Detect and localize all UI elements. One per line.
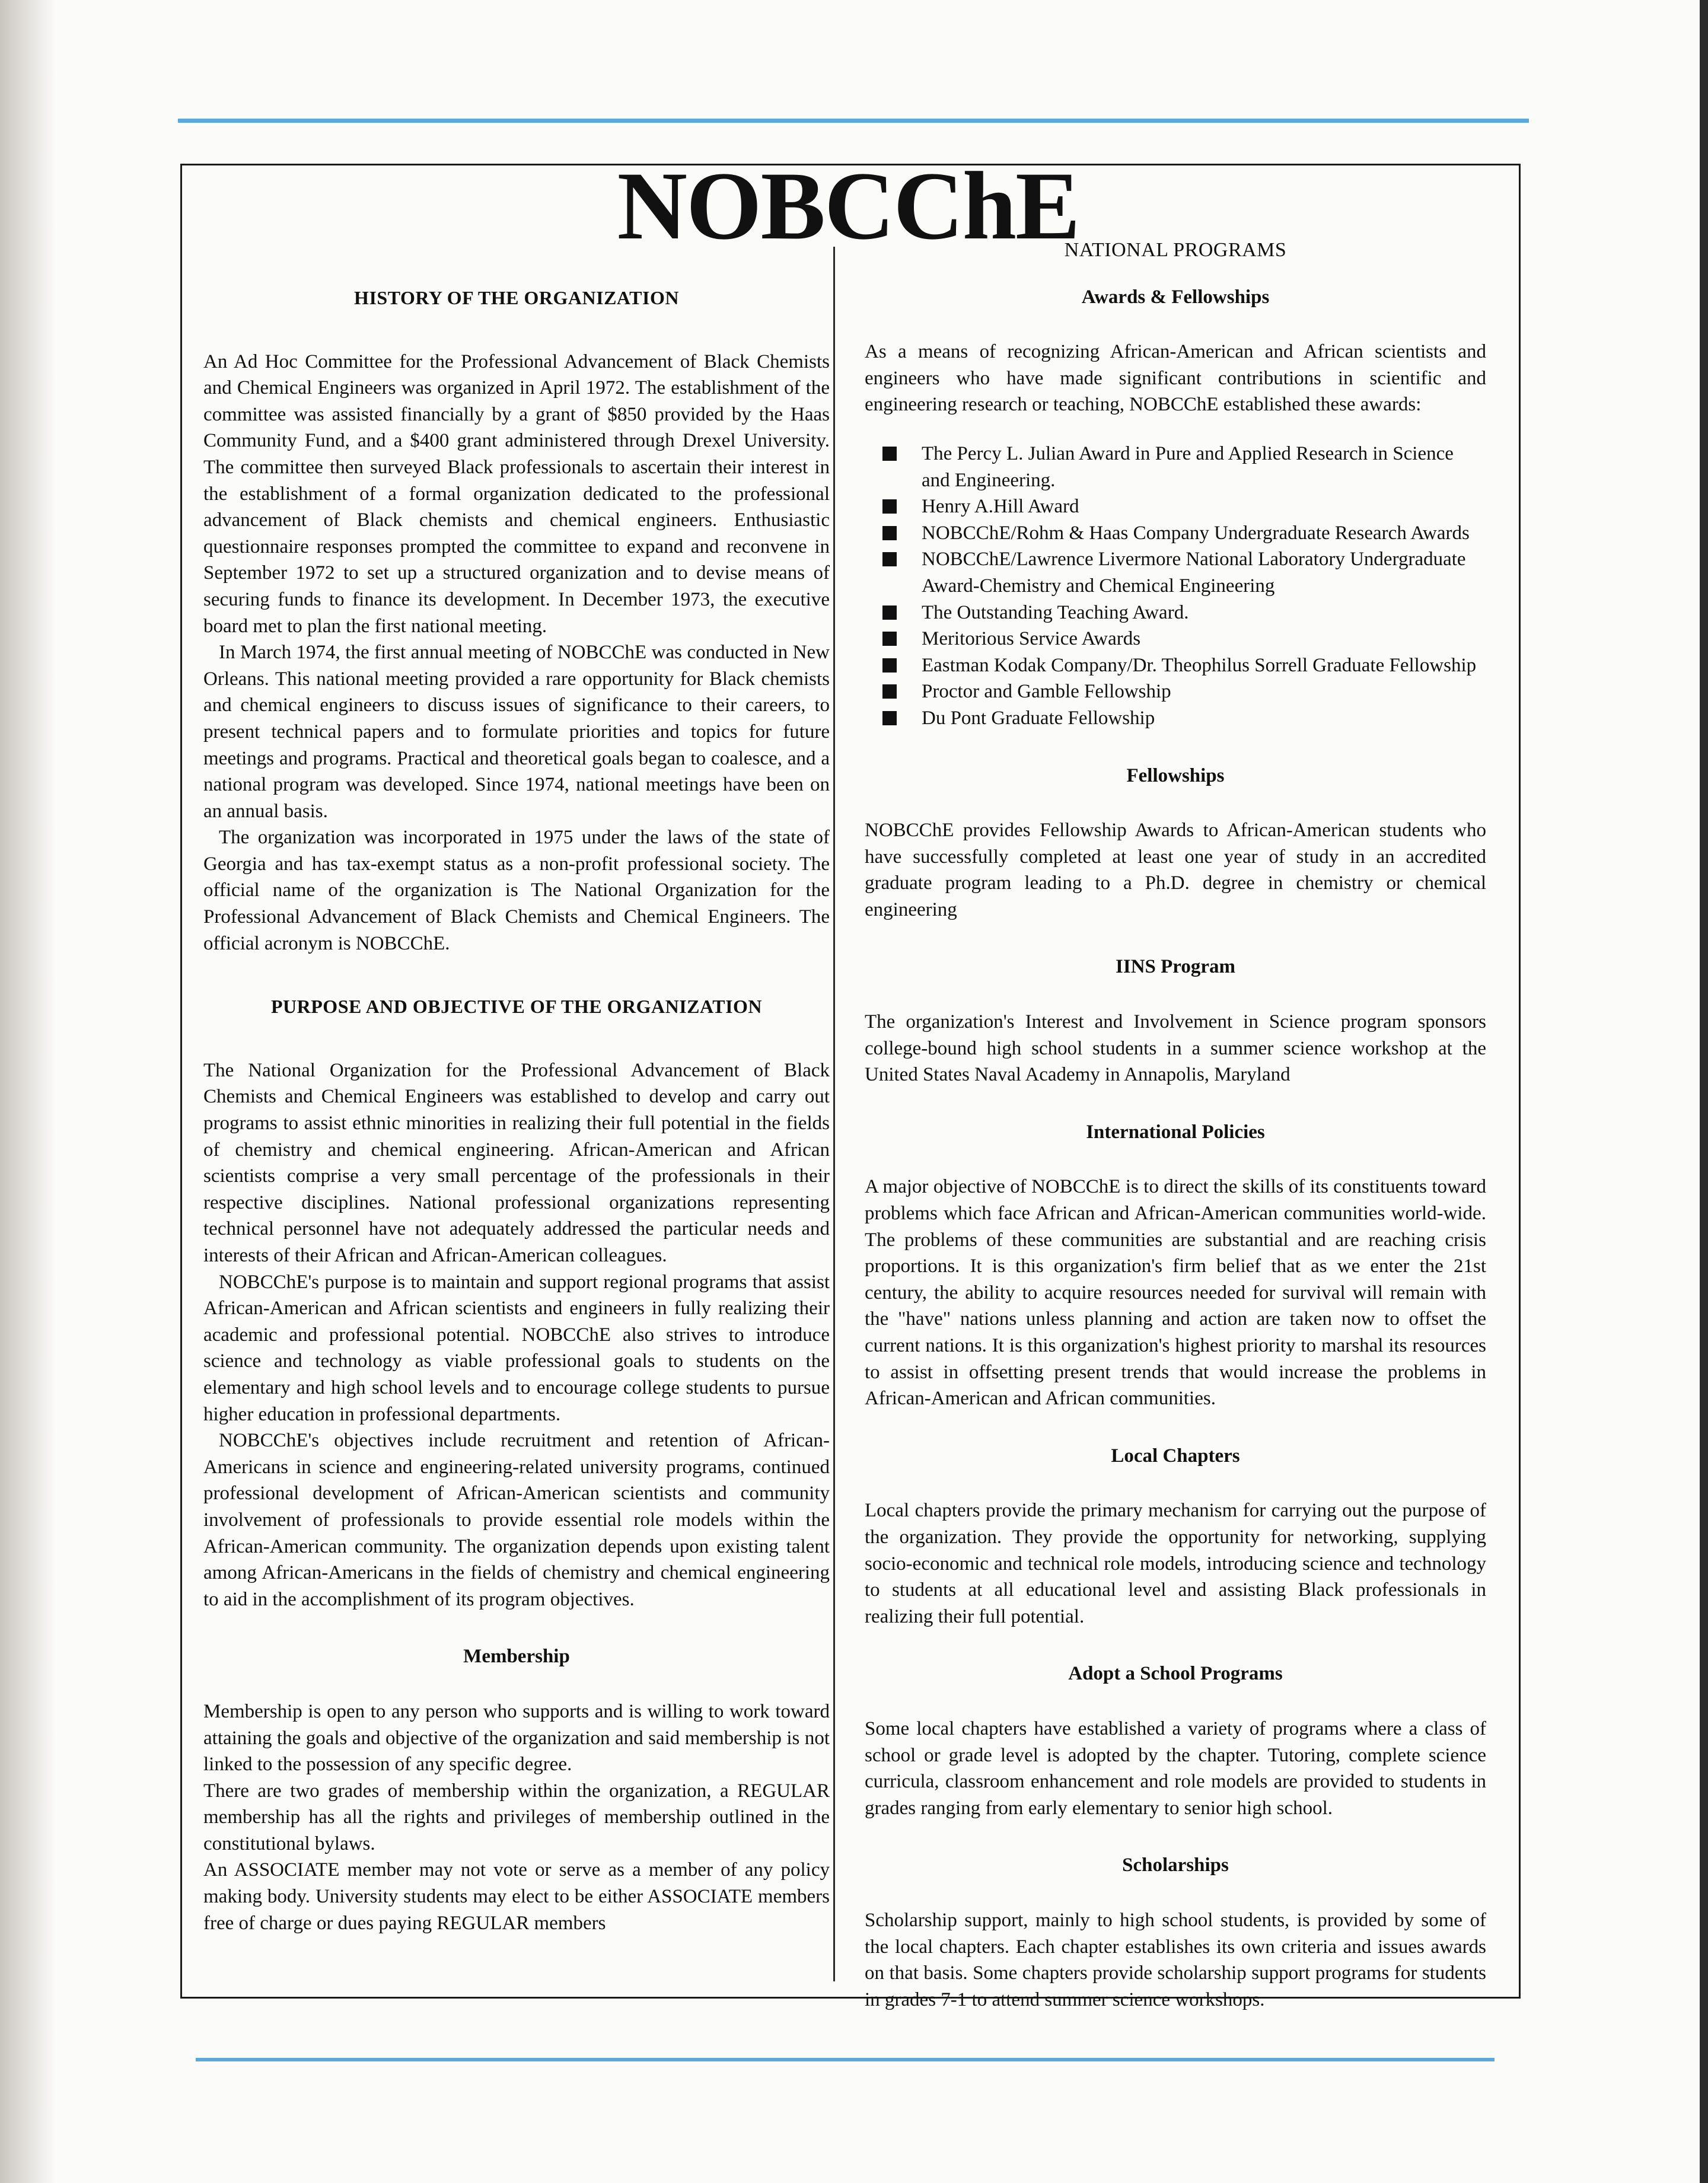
international-policies-text: A major objective of NOBCChE is to direct the skills of its constituents toward problems which face African and African-American communities world-wide. The problems of these communities are substantial and are reaching crisis proportions. It is this organization's firm belief that as we enter the 21st century, the ability to acquire resources needed for survival will remain with the "have" nations unless planning and action are taken now to offset the current nations. It is this organization's highest priority to marshal its resources to assist in offsetting present trends that would increase the problems in African-American and African communities. — [865, 1176, 1486, 1410]
membership-heading: Membership — [463, 1646, 570, 1668]
adopt-a-school-text: Some local chapters have established a variety of programs where a class of school or grade level is adopted by the chapter. Tutoring, complete science curricula, classroom enhancement and role models are provided to students in grades ranging from early elementary to senior high school. — [865, 1717, 1486, 1819]
iins-text: The organization's Interest and Involvement in Science program sponsors college-bound high school students in a summer science workshop at the United States Naval Academy in Annapolis, Maryland — [865, 1011, 1486, 1086]
purpose-heading: PURPOSE AND OBJECTIVE OF THE ORGANIZATION — [270, 996, 763, 1018]
column-divider — [833, 247, 835, 1981]
national-programs-heading: NATIONAL PROGRAMS — [1064, 239, 1287, 261]
square-bullet-icon — [882, 711, 897, 725]
purpose-paragraph-2: NOBCChE's purpose is to maintain and support regional programs that assist African-American and African scientists and engineers in fully realizing their academic and professional potential. NOBCChE also strives to introduce science and technology as viable professional goals to students on the elementary and high school levels and to encourage college students to pursue higher education in professional departments. — [203, 1271, 830, 1425]
award-name: Eastman Kodak Company/Dr. Theophilus Sorrell Graduate Fellowship — [922, 654, 1477, 676]
award-name: The Percy L. Julian Award in Pure and Applied Research in Science and Engineering. — [922, 442, 1454, 491]
list-item — [882, 493, 1486, 520]
list-item — [882, 520, 1486, 547]
award-name: NOBCChE/Rohm & Haas Company Undergraduate Research Awards — [922, 522, 1470, 544]
award-name: Henry A.Hill Award — [922, 496, 1079, 518]
list-item — [882, 705, 1486, 732]
square-bullet-icon — [882, 632, 897, 646]
list-item — [882, 652, 1486, 679]
international-policies-heading: International Policies — [1086, 1121, 1265, 1143]
awards-intro: As a means of recognizing African-American and African scientists and engineers who have made significant contributions in scientific and engineering research or teaching, NOBCChE established these awards: — [865, 341, 1486, 416]
list-item — [882, 546, 1486, 599]
awards-heading: Awards & Fellowships — [1081, 286, 1270, 308]
local-chapters-text: Local chapters provide the primary mechanism for carrying out the purpose of the organization. They provide the opportunity for networking, supplying socio-economic and technical role models, introducing science and technology to students at all educational level and assisting Black professionals in realizing their full potential. — [865, 1500, 1486, 1627]
square-bullet-icon — [882, 658, 897, 673]
adopt-a-school-heading: Adopt a School Programs — [1068, 1663, 1283, 1685]
fellowships-text: NOBCChE provides Fellowship Awards to African-American students who have successfully completed at least one year of study in an accredited graduate program leading to a Ph.D. degree in chemistry or chemical engineering — [865, 820, 1486, 920]
purpose-paragraph-1: The National Organization for the Professional Advancement of Black Chemists and Chemical Engineers was established to develop and carry out programs to assist ethnic minorities in realizing their full potential in the fields of chemistry and chemical engineering. African-American and African scientists comprise a very small percentage of the professionals in their respective disciplines. National professional organizations representing technical personnel have not adequately addressed the particular needs and interests of their African and African-American colleagues. — [203, 1059, 830, 1266]
binding-shadow — [0, 0, 56, 2183]
fellowships-heading: Fellowships — [1126, 764, 1225, 786]
purpose-paragraph-3: NOBCChE's objectives include recruitment and retention of African-Americans in science and engineering-related university programs, continued professional development of African-American scientists and community involvement of professionals to provide essential role models within the African-American community. The organization depends upon existing talent among African-Americans in the fields of chemistry and chemical engineering to aid in the accomplishment of its program objectives. — [203, 1430, 830, 1610]
right-column — [865, 237, 1486, 2013]
history-paragraph-3: The organization was incorporated in 1975 under the laws of the state of Georgia and has tax-exempt status as a non-profit professional society. The official name of the organization is The National Organization for the Professional Advancement of Black Chemists and Chemical Engineers. The official acronym is NOBCChE. — [203, 827, 830, 954]
award-name: Meritorious Service Awards — [922, 628, 1141, 650]
square-bullet-icon — [882, 552, 897, 566]
award-name: NOBCChE/Lawrence Livermore National Laboratory Undergraduate Award-Chemistry and Chemical Engineering — [922, 549, 1466, 597]
square-bullet-icon — [882, 605, 897, 620]
left-column — [203, 285, 830, 1936]
list-item — [882, 441, 1486, 493]
page-edge — [1700, 0, 1708, 2183]
scholarships-heading: Scholarships — [1122, 1854, 1229, 1876]
scholarships-text: Scholarship support, mainly to high school students, is provided by some of the local chapters. Each chapter establishes its own criteria and issues awards on that basis. Some chapters provide scholarship support programs for students in grades 7-1 to attend summer science workshops. — [865, 1909, 1486, 2010]
square-bullet-icon — [882, 526, 897, 540]
history-paragraph-2: In March 1974, the first annual meeting of NOBCChE was conducted in New Orleans. This national meeting provided a rare opportunity for Black chemists and chemical engineers to discuss issues of significance to their careers, to present technical papers and to formulate priorities and topics for future meetings and programs. Practical and theoretical goals began to coalesce, and a national program was developed. Since 1974, national meetings have been on an annual basis. — [203, 642, 830, 822]
membership-paragraph-1: Membership is open to any person who supports and is willing to work toward attaining the goals and objective of the organization and said membership is not linked to the possession of any specific degree. — [203, 1700, 830, 1776]
membership-paragraph-3: An ASSOCIATE member may not vote or serve as a member of any policy making body. University students may elect to be either ASSOCIATE members free of charge or dues paying REGULAR members — [203, 1859, 830, 1934]
iins-heading: IINS Program — [1116, 956, 1235, 978]
membership-paragraph-2: There are two grades of membership within the organization, a REGULAR membership has all the rights and privileges of membership outlined in the constitutional bylaws. — [203, 1780, 830, 1854]
square-bullet-icon — [882, 447, 897, 461]
bottom-blue-rule — [196, 2058, 1494, 2061]
history-heading: HISTORY OF THE ORGANIZATION — [354, 287, 679, 308]
award-name: Proctor and Gamble Fellowship — [922, 681, 1171, 703]
list-item — [882, 626, 1486, 652]
list-item — [882, 600, 1486, 626]
local-chapters-heading: Local Chapters — [1111, 1445, 1240, 1467]
top-blue-rule — [178, 119, 1529, 123]
awards-list — [865, 441, 1486, 732]
square-bullet-icon — [882, 684, 897, 699]
masthead-title: NOBCChE — [617, 152, 1079, 260]
square-bullet-icon — [882, 499, 897, 514]
history-paragraph-1: An Ad Hoc Committee for the Professional Advancement of Black Chemists and Chemical Engineers was organized in April 1972. The establishment of the committee was assisted financially by a grant of $850 provided by the Haas Community Fund, and a $400 grant administered through Drexel University. The committee then surveyed Black professionals to ascertain their interest in the establishment of a formal organization dedicated to the professional advancement of Black chemists and chemical engineers. Enthusiastic questionnaire responses prompted the committee to expand and reconvene in September 1972 to set up a structured organization and to devise means of securing funds to finance its development. In December 1973, the executive board met to plan the first national meeting. — [203, 350, 830, 637]
list-item — [882, 678, 1486, 705]
award-name: The Outstanding Teaching Award. — [922, 601, 1189, 623]
award-name: Du Pont Graduate Fellowship — [922, 707, 1155, 729]
